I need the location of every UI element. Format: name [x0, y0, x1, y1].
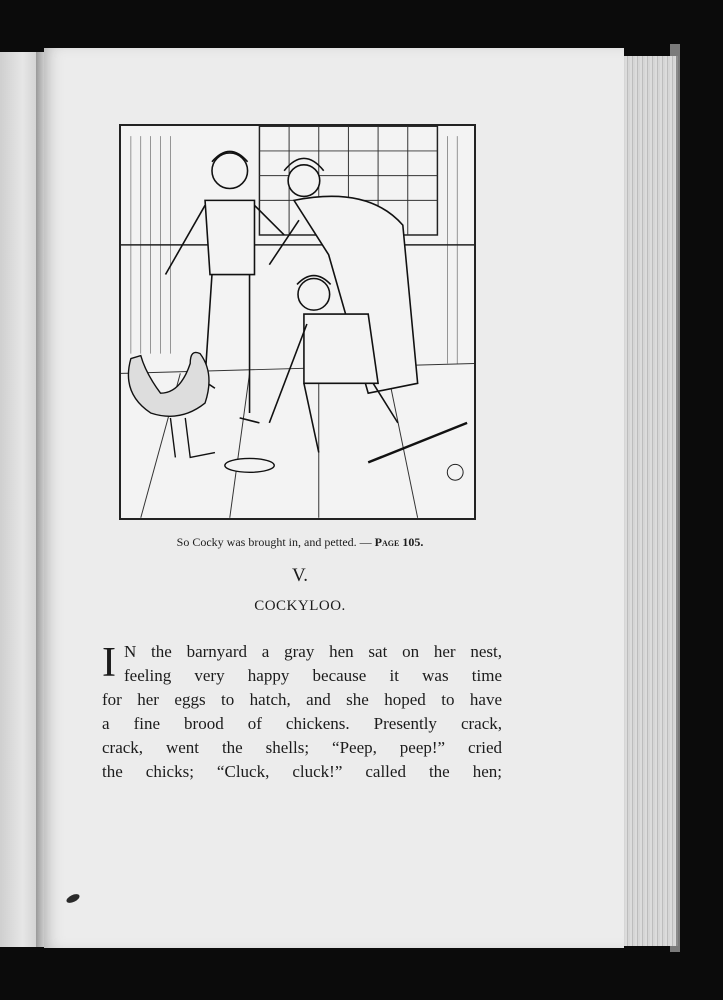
text-line: feeling very happy because it was time — [124, 666, 502, 685]
drop-cap: I — [102, 640, 116, 686]
text-line: a fine brood of chickens. Presently crack, — [102, 714, 502, 733]
text-line: crack, went the shells; “Peep, peep!” cried — [102, 738, 502, 757]
text-line: the chicks; “Cluck, cluck!” called the hen; — [102, 762, 502, 781]
chapter-number: V. — [291, 565, 309, 586]
caption-page-ref: Page 105. — [374, 535, 424, 549]
illustration-drawing — [121, 126, 474, 518]
text-line: for her eggs to hatch, and she hoped to have — [102, 690, 502, 709]
text-line: N the barnyard a gray hen sat on her nest, — [124, 642, 502, 661]
artist-monogram — [447, 464, 463, 480]
rooster — [128, 352, 215, 457]
page-edges — [620, 56, 678, 946]
caption-text: So Cocky was brought in, and petted. — — [176, 535, 372, 549]
plate — [225, 458, 274, 472]
stick — [368, 423, 467, 463]
illustration-caption — [100, 535, 500, 550]
left-page — [0, 52, 38, 947]
illustration — [119, 124, 476, 520]
chapter-title: COCKYLOO. — [254, 598, 346, 614]
